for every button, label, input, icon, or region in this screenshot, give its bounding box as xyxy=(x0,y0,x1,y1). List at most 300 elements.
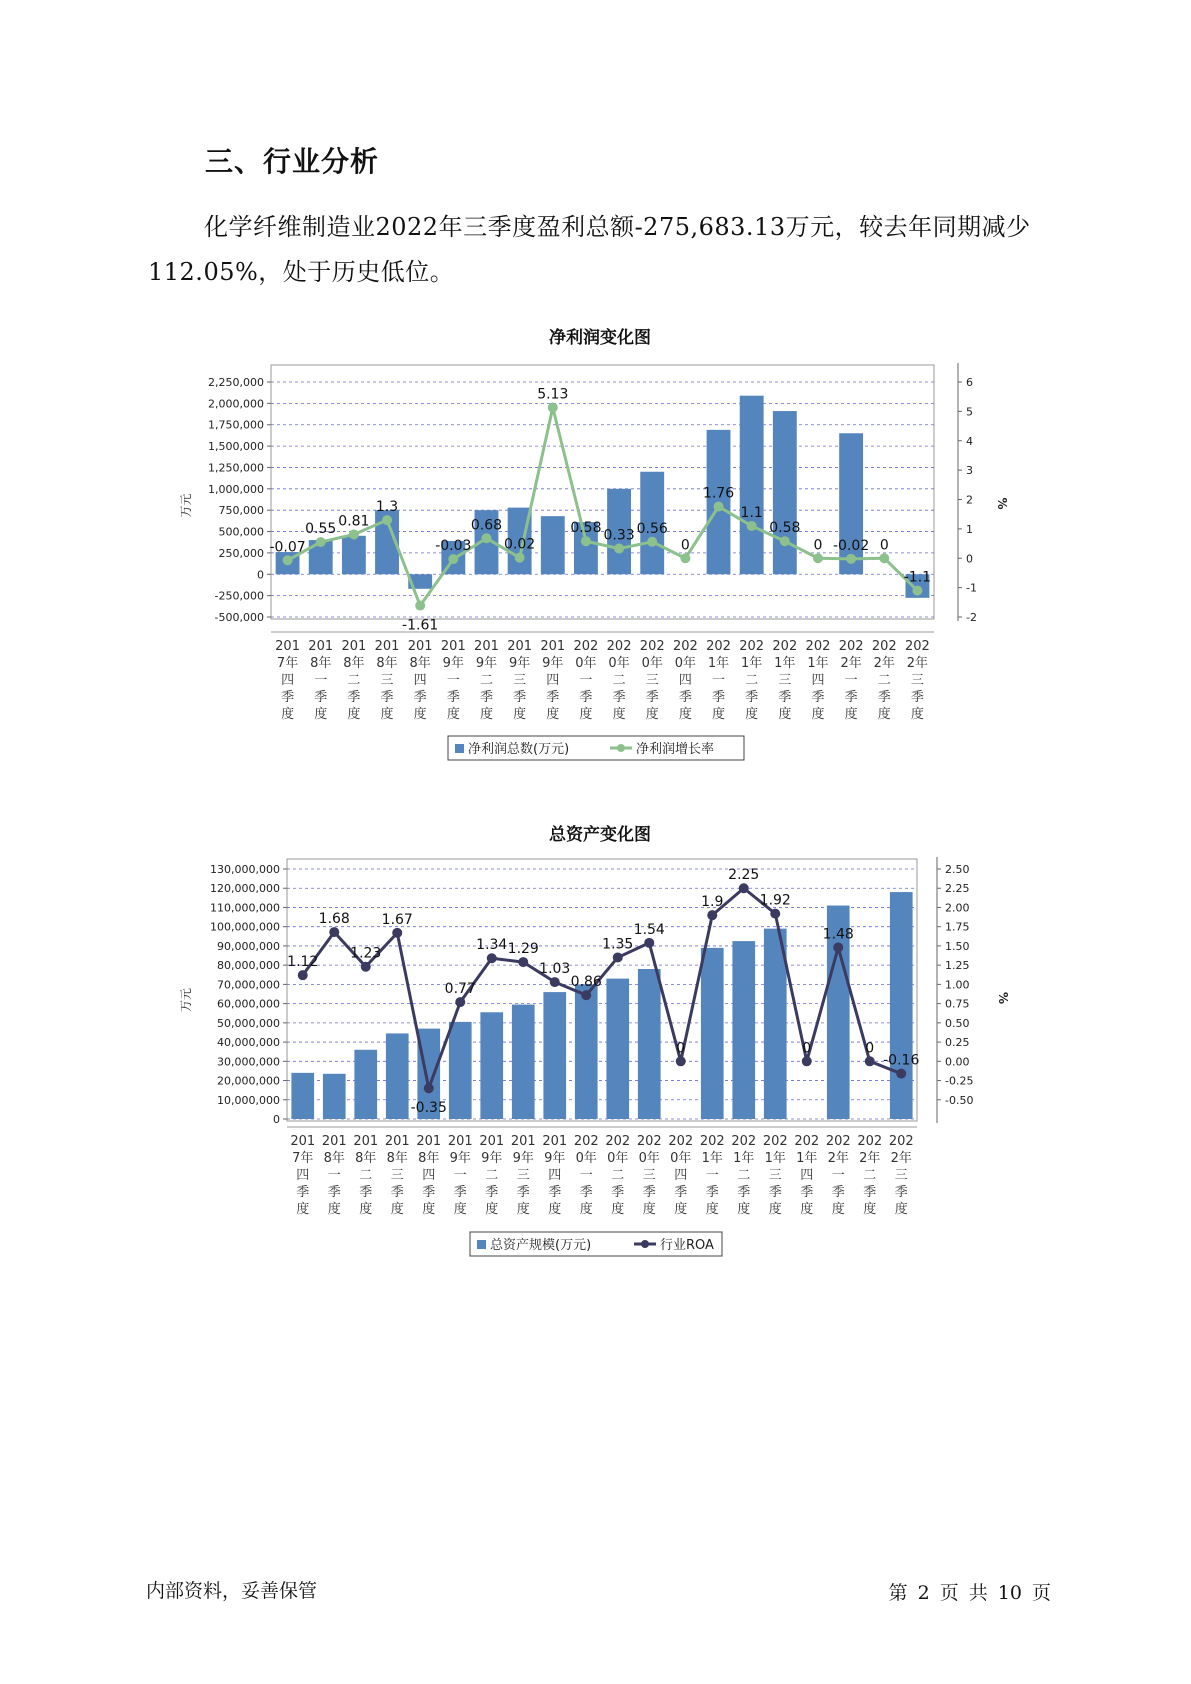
y2-tick-label: -0.50 xyxy=(945,1093,974,1107)
bar xyxy=(323,1074,346,1119)
data-label: -0.03 xyxy=(435,538,472,555)
x-tick-label: 1年 xyxy=(764,1151,786,1166)
line-point xyxy=(515,553,525,563)
data-label: 0 xyxy=(802,1040,812,1057)
y-tick-label: 0 xyxy=(273,1113,280,1126)
x-tick-label: 度 xyxy=(642,1202,656,1217)
line-point xyxy=(676,1056,686,1066)
legend-bar-label: 净利润总数(万元) xyxy=(468,742,570,757)
x-tick-label: 201 xyxy=(510,1134,536,1149)
x-tick-label: 度 xyxy=(611,1202,625,1217)
x-tick-label: 201 xyxy=(474,639,499,654)
x-tick-label: 度 xyxy=(314,707,328,722)
x-tick-label: 二 xyxy=(611,1168,625,1183)
x-tick-label: 度 xyxy=(347,707,361,722)
x-tick-label: 一 xyxy=(314,673,328,688)
x-tick-label: 度 xyxy=(844,707,858,722)
line-point xyxy=(647,537,657,547)
y2-tick-label: 2 xyxy=(966,493,973,507)
x-tick-label: 8年 xyxy=(343,656,365,671)
x-tick-label: 1年 xyxy=(701,1151,723,1166)
x-tick-label: 三 xyxy=(768,1168,782,1183)
x-tick-label: 度 xyxy=(513,707,527,722)
x-tick-label: 三 xyxy=(910,673,924,688)
line-point xyxy=(415,601,425,611)
x-tick-label: 9年 xyxy=(512,1151,534,1166)
line-point xyxy=(392,928,402,938)
x-tick-label: 2年 xyxy=(873,656,895,671)
x-tick-label: 季 xyxy=(910,690,924,705)
x-tick-label: 8年 xyxy=(376,656,398,671)
x-tick-label: 度 xyxy=(413,707,427,722)
x-tick-label: 1年 xyxy=(741,656,763,671)
x-tick-label: 202 xyxy=(857,1134,883,1149)
x-tick-label: 季 xyxy=(390,1185,404,1200)
x-tick-label: 9年 xyxy=(475,656,498,671)
x-tick-label: 度 xyxy=(327,1202,341,1217)
x-tick-label: 季 xyxy=(453,1185,467,1200)
x-tick-label: 一 xyxy=(705,1168,719,1183)
x-tick-label: 季 xyxy=(479,690,493,705)
bar xyxy=(449,1022,472,1119)
x-tick-label: 度 xyxy=(800,1202,814,1217)
line-point xyxy=(481,533,491,543)
x-tick-label: 202 xyxy=(794,1134,820,1149)
x-tick-label: 2年 xyxy=(859,1151,881,1166)
line-point xyxy=(846,554,856,564)
data-label: 1.35 xyxy=(602,936,634,953)
x-tick-label: 度 xyxy=(678,707,692,722)
x-tick-label: 1年 xyxy=(707,656,730,671)
data-label: 0.86 xyxy=(570,974,602,991)
x-tick-label: 9年 xyxy=(544,1151,566,1166)
bar xyxy=(575,984,598,1119)
line-point xyxy=(644,938,654,948)
x-tick-label: 度 xyxy=(894,1202,908,1217)
x-tick-label: 7年 xyxy=(276,656,299,671)
y2-tick-label: 5 xyxy=(966,405,973,419)
data-label: 1.9 xyxy=(701,894,724,911)
x-tick-label: 202 xyxy=(772,639,798,654)
legend-line-label: 净利润增长率 xyxy=(636,742,715,757)
x-tick-label: 季 xyxy=(516,1185,530,1200)
x-tick-label: 201 xyxy=(440,639,466,654)
x-tick-label: 三 xyxy=(894,1168,908,1183)
data-label: 0.02 xyxy=(504,536,536,553)
x-tick-label: 度 xyxy=(712,707,726,722)
y2-tick-label: 2.00 xyxy=(945,901,970,915)
line-point xyxy=(833,942,843,952)
x-tick-label: 201 xyxy=(275,639,300,654)
bar xyxy=(701,948,724,1119)
x-tick-label: 0年 xyxy=(638,1151,660,1166)
x-tick-label: 季 xyxy=(314,690,328,705)
y2-tick-label: 1.25 xyxy=(945,959,970,973)
y-tick-label: 50,000,000 xyxy=(217,1016,280,1030)
x-tick-label: 四 xyxy=(296,1168,310,1183)
x-tick-label: 季 xyxy=(296,1185,310,1200)
x-tick-label: 0年 xyxy=(575,656,597,671)
x-tick-label: 三 xyxy=(642,1168,656,1183)
y-tick-label: 30,000,000 xyxy=(217,1055,280,1069)
chart1-title: 净利润变化图 xyxy=(549,328,651,348)
x-tick-label: 季 xyxy=(712,690,726,705)
x-tick-label: 度 xyxy=(674,1202,688,1217)
line-point xyxy=(581,536,591,546)
x-tick-label: 季 xyxy=(768,1185,782,1200)
x-tick-label: 度 xyxy=(863,1202,877,1217)
x-tick-label: 度 xyxy=(831,1202,845,1217)
x-tick-label: 四 xyxy=(281,673,295,688)
line-point xyxy=(382,515,392,525)
data-label: 1.29 xyxy=(507,941,539,958)
x-tick-label: 季 xyxy=(513,690,527,705)
y-tick-label: 80,000,000 xyxy=(217,959,280,973)
x-tick-label: 1年 xyxy=(796,1151,818,1166)
x-tick-label: 1年 xyxy=(807,656,829,671)
x-tick-label: 三 xyxy=(778,673,792,688)
data-label: 0.58 xyxy=(570,520,602,537)
legend-bar-swatch xyxy=(455,744,464,753)
x-tick-label: 度 xyxy=(811,707,825,722)
x-tick-label: 8年 xyxy=(409,656,431,671)
x-tick-label: 201 xyxy=(507,639,533,654)
line-point xyxy=(455,997,465,1007)
x-tick-label: 0年 xyxy=(674,656,697,671)
x-tick-label: 季 xyxy=(894,1185,908,1200)
plot-frame xyxy=(287,859,920,1121)
data-label: -1.1 xyxy=(903,569,932,586)
line-point xyxy=(770,909,780,919)
line-point xyxy=(802,1056,812,1066)
x-tick-label: 201 xyxy=(540,639,566,654)
footer-page-number: 第 2 页 共 10 页 xyxy=(888,1582,1051,1604)
x-tick-label: 度 xyxy=(768,1202,782,1217)
x-tick-label: 季 xyxy=(446,690,460,705)
y2-axis-title: % xyxy=(995,497,1009,510)
legend-line-marker xyxy=(641,1240,649,1248)
x-tick-label: 季 xyxy=(642,1185,656,1200)
x-tick-label: 0年 xyxy=(641,656,663,671)
x-tick-label: 四 xyxy=(548,1168,562,1183)
x-tick-label: 度 xyxy=(910,707,924,722)
data-label: 0 xyxy=(865,1040,875,1057)
y-axis-title: 万元 xyxy=(179,987,193,1013)
bar xyxy=(773,411,797,574)
bar xyxy=(512,1005,535,1119)
x-tick-label: 2年 xyxy=(906,656,929,671)
data-label: 1.12 xyxy=(287,954,319,971)
x-tick-label: 9年 xyxy=(449,1151,471,1166)
y-tick-label: 10,000,000 xyxy=(217,1093,280,1107)
y2-tick-label: 3 xyxy=(966,464,973,478)
legend-line-marker xyxy=(617,744,625,752)
data-label: 1.68 xyxy=(318,911,350,928)
x-tick-label: 季 xyxy=(645,690,659,705)
bar xyxy=(386,1033,409,1119)
x-tick-label: 季 xyxy=(778,690,792,705)
x-tick-label: 8年 xyxy=(418,1151,440,1166)
y-tick-label: 70,000,000 xyxy=(217,978,280,992)
x-tick-label: 202 xyxy=(731,1134,757,1149)
total-assets-chart xyxy=(0,842,1191,1272)
x-tick-label: 201 xyxy=(353,1134,379,1149)
data-label: 1.34 xyxy=(476,937,508,954)
x-tick-label: 度 xyxy=(705,1202,719,1217)
x-tick-label: 季 xyxy=(548,1185,562,1200)
data-label: 0 xyxy=(680,537,690,554)
bar xyxy=(543,992,566,1119)
line-point xyxy=(283,555,293,565)
bar xyxy=(480,1012,503,1119)
x-tick-label: 季 xyxy=(422,1185,436,1200)
x-tick-label: 1年 xyxy=(774,656,796,671)
x-tick-label: 202 xyxy=(605,1134,631,1149)
x-tick-label: 度 xyxy=(579,1202,593,1217)
y2-tick-label: -2 xyxy=(966,611,977,624)
y-tick-label: 40,000,000 xyxy=(217,1036,280,1050)
line-point xyxy=(329,927,339,937)
x-tick-label: 0年 xyxy=(607,1151,629,1166)
x-tick-label: 度 xyxy=(516,1202,530,1217)
x-tick-label: 度 xyxy=(546,707,560,722)
y2-tick-label: 0.00 xyxy=(945,1055,970,1069)
x-tick-label: 季 xyxy=(413,690,427,705)
x-tick-label: 202 xyxy=(636,1134,662,1149)
x-tick-label: 9年 xyxy=(442,656,464,671)
x-tick-label: 度 xyxy=(548,1202,562,1217)
bar xyxy=(541,516,565,574)
x-tick-label: 季 xyxy=(359,1185,373,1200)
y-tick-label: 1,000,000 xyxy=(208,482,264,496)
y-tick-label: 500,000 xyxy=(218,525,264,539)
data-label: 5.13 xyxy=(537,386,569,403)
x-tick-label: 一 xyxy=(831,1168,845,1183)
x-tick-label: 202 xyxy=(573,639,599,654)
x-tick-label: 201 xyxy=(374,639,400,654)
x-tick-label: 二 xyxy=(485,1168,499,1183)
y2-tick-label: 6 xyxy=(966,376,973,389)
x-tick-label: 8年 xyxy=(386,1151,408,1166)
x-tick-label: 季 xyxy=(831,1185,845,1200)
data-label: 0.56 xyxy=(636,520,668,537)
x-tick-label: 202 xyxy=(639,639,665,654)
x-tick-label: 202 xyxy=(905,639,930,654)
x-tick-label: 202 xyxy=(739,639,765,654)
x-tick-label: 季 xyxy=(863,1185,877,1200)
x-tick-label: 季 xyxy=(611,1185,625,1200)
data-label: 2.25 xyxy=(728,867,760,884)
x-tick-label: 季 xyxy=(844,690,858,705)
x-tick-label: 一 xyxy=(579,673,593,688)
data-label: 0 xyxy=(813,537,823,554)
bar xyxy=(606,979,629,1119)
x-tick-label: 201 xyxy=(447,1134,473,1149)
x-tick-label: 度 xyxy=(485,1202,499,1217)
data-label: 0 xyxy=(879,537,889,554)
net-profit-chart xyxy=(0,345,1191,775)
x-tick-label: 季 xyxy=(705,1185,719,1200)
x-tick-label: 201 xyxy=(290,1134,316,1149)
x-tick-label: 度 xyxy=(359,1202,373,1217)
x-tick-label: 四 xyxy=(811,673,825,688)
x-tick-label: 度 xyxy=(612,707,626,722)
x-tick-label: 度 xyxy=(579,707,593,722)
x-tick-label: 201 xyxy=(416,1134,442,1149)
x-tick-label: 二 xyxy=(479,673,493,688)
x-tick-label: 201 xyxy=(321,1134,347,1149)
footer-confidential: 内部资料，妥善保管 xyxy=(146,1580,318,1602)
x-tick-label: 202 xyxy=(871,639,897,654)
y2-tick-label: 2.50 xyxy=(945,863,970,876)
x-tick-label: 9年 xyxy=(508,656,531,671)
x-tick-label: 0年 xyxy=(608,656,630,671)
data-label: 1.3 xyxy=(375,499,399,516)
x-tick-label: 度 xyxy=(453,1202,467,1217)
summary-paragraph: 化学纤维制造业2022年三季度盈利总额-275,683.13万元，较去年同期减少112.05%，处于历史低位。 xyxy=(148,213,1031,286)
y2-tick-label: 1.00 xyxy=(945,978,970,992)
x-tick-label: 202 xyxy=(805,639,831,654)
section-heading: 三、行业分析 xyxy=(205,145,380,178)
data-label: -0.07 xyxy=(269,539,306,556)
x-tick-label: 季 xyxy=(281,690,295,705)
line-point xyxy=(298,970,308,980)
y2-tick-label: 1 xyxy=(966,522,973,536)
y-tick-label: 1,250,000 xyxy=(208,461,264,475)
line-point xyxy=(550,977,560,987)
x-tick-label: 四 xyxy=(678,673,692,688)
y-tick-label: 120,000,000 xyxy=(210,882,280,896)
legend-line-label: 行业ROA xyxy=(660,1238,714,1253)
y2-tick-label: 0.75 xyxy=(945,997,970,1011)
x-tick-label: 度 xyxy=(737,1202,751,1217)
x-tick-label: 202 xyxy=(668,1134,694,1149)
y2-axis-title: % xyxy=(996,991,1010,1005)
y2-tick-label: 4 xyxy=(966,434,973,448)
x-tick-label: 202 xyxy=(699,1134,725,1149)
y-tick-label: 20,000,000 xyxy=(217,1074,280,1088)
line-point xyxy=(780,536,790,546)
line-point xyxy=(518,957,528,967)
x-tick-label: 二 xyxy=(877,673,891,688)
x-tick-label: 一 xyxy=(579,1168,593,1183)
x-tick-label: 201 xyxy=(542,1134,568,1149)
x-tick-label: 9年 xyxy=(481,1151,503,1166)
y2-tick-label: 2.25 xyxy=(945,882,970,896)
y-tick-label: 2,250,000 xyxy=(208,376,264,389)
line-point xyxy=(707,910,717,920)
line-point xyxy=(548,403,558,413)
x-tick-label: 季 xyxy=(579,1185,593,1200)
x-tick-label: 度 xyxy=(479,707,493,722)
legend-bar-swatch xyxy=(477,1240,486,1249)
data-label: 1.03 xyxy=(539,961,571,978)
data-label: 1.67 xyxy=(381,911,413,928)
x-tick-label: 季 xyxy=(485,1185,499,1200)
y-tick-label: 2,000,000 xyxy=(208,397,264,411)
line-point xyxy=(714,502,724,512)
bar xyxy=(740,396,764,575)
y2-tick-label: -1 xyxy=(966,581,977,595)
x-tick-label: 三 xyxy=(645,673,659,688)
x-tick-label: 度 xyxy=(877,707,891,722)
x-tick-label: 一 xyxy=(453,1168,467,1183)
x-tick-label: 8年 xyxy=(323,1151,345,1166)
y-axis-title: 万元 xyxy=(179,493,193,518)
x-tick-label: 二 xyxy=(745,673,759,688)
line-point xyxy=(739,883,749,893)
data-label: 0.58 xyxy=(769,520,801,537)
data-label: -0.02 xyxy=(833,537,870,554)
y-tick-label: 750,000 xyxy=(218,504,264,518)
x-tick-label: 7年 xyxy=(292,1151,314,1166)
y-tick-label: -250,000 xyxy=(214,589,264,603)
line-point xyxy=(896,1069,906,1079)
x-tick-label: 三 xyxy=(516,1168,530,1183)
x-tick-label: 8年 xyxy=(310,656,332,671)
x-tick-label: 度 xyxy=(390,1202,404,1217)
data-label: 1.1 xyxy=(740,504,763,521)
legend-bar-label: 总资产规模(万元) xyxy=(490,1238,592,1253)
x-tick-label: 202 xyxy=(706,639,731,654)
x-tick-label: 一 xyxy=(446,673,460,688)
x-tick-label: 202 xyxy=(762,1134,788,1149)
x-tick-label: 季 xyxy=(811,690,825,705)
x-tick-label: 度 xyxy=(281,707,295,722)
x-tick-label: 季 xyxy=(877,690,891,705)
y-tick-label: 60,000,000 xyxy=(217,997,280,1011)
x-tick-label: 季 xyxy=(327,1185,341,1200)
x-tick-label: 季 xyxy=(745,690,759,705)
line-point xyxy=(879,553,889,563)
y2-tick-label: 0.25 xyxy=(945,1036,970,1050)
x-tick-label: 季 xyxy=(674,1185,688,1200)
x-tick-label: 201 xyxy=(341,639,367,654)
x-tick-label: 四 xyxy=(413,673,427,688)
line-point xyxy=(448,554,458,564)
y2-tick-label: 1.75 xyxy=(945,920,970,934)
x-tick-label: 三 xyxy=(513,673,527,688)
y2-tick-label: 0.50 xyxy=(945,1016,970,1030)
x-tick-label: 四 xyxy=(800,1168,814,1183)
x-tick-label: 202 xyxy=(606,639,632,654)
x-tick-label: 一 xyxy=(712,673,726,688)
x-tick-label: 度 xyxy=(745,707,759,722)
bar xyxy=(638,969,661,1119)
x-tick-label: 二 xyxy=(737,1168,751,1183)
x-tick-label: 季 xyxy=(800,1185,814,1200)
x-tick-label: 三 xyxy=(380,673,394,688)
x-tick-label: 季 xyxy=(612,690,626,705)
y-tick-label: 0 xyxy=(257,568,264,582)
line-point xyxy=(680,553,690,563)
x-tick-label: 二 xyxy=(863,1168,877,1183)
data-label: 0.81 xyxy=(338,513,370,530)
x-tick-label: 四 xyxy=(674,1168,688,1183)
x-tick-label: 度 xyxy=(446,707,460,722)
x-tick-label: 三 xyxy=(390,1168,404,1183)
y2-tick-label: 0 xyxy=(966,552,973,566)
y-tick-label: -500,000 xyxy=(214,611,264,624)
x-tick-label: 二 xyxy=(359,1168,373,1183)
data-label: -1.61 xyxy=(402,617,439,634)
y-tick-label: 100,000,000 xyxy=(210,920,280,934)
x-tick-label: 201 xyxy=(384,1134,410,1149)
x-tick-label: 0年 xyxy=(670,1151,692,1166)
data-label: -0.35 xyxy=(410,1100,447,1117)
line-point xyxy=(316,537,326,547)
x-tick-label: 2年 xyxy=(827,1151,849,1166)
